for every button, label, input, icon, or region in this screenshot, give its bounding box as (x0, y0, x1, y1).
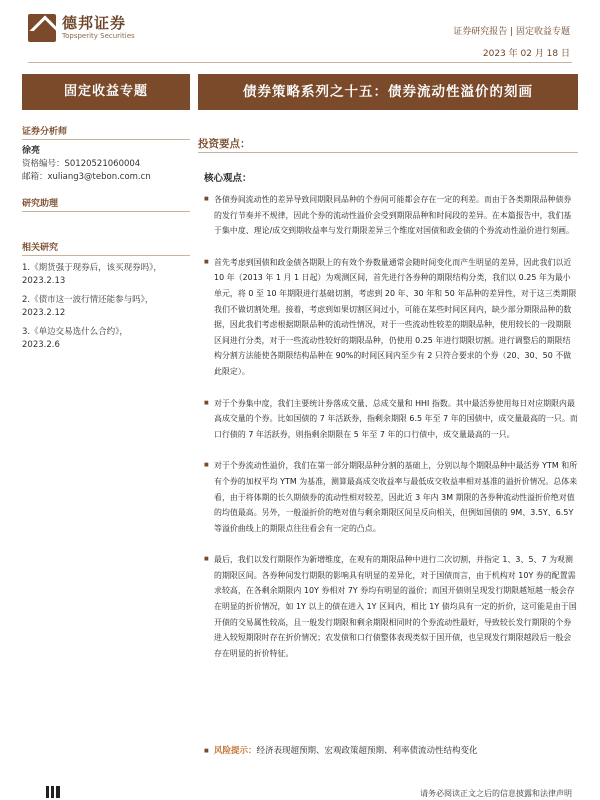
related-item-title: 3.《单边交易选什么合约》， (22, 327, 128, 337)
related-label: 相关研究 (22, 240, 190, 256)
analyst-name: 徐亮 (22, 146, 41, 156)
key-points (204, 192, 578, 677)
summary-label: 投资要点： (198, 138, 251, 150)
assistant-section (22, 196, 190, 212)
key-point: ■ 各债券间流动性的差异导致同期限同品种的个券间可能都会存在一定的利差。而由于各类期限品种债券的发行节奏并不规律，因此个券的流动性溢价会受到期限品种和时间段的差异。在本篇报告中，我们基于集中度、理论/成交到期收益率与发行期限差异三个维度对国债和政金债的个券流动性溢价进行刻画。 (204, 192, 578, 239)
related-item[interactable] (22, 262, 190, 288)
related-item-date: 2023.2.12 (22, 308, 66, 318)
logo-name-en: Topsperity Securities (62, 32, 135, 40)
sidebar-title: 固定收益专题 (22, 74, 190, 110)
report-date: 2023 年 02 月 18 日 (482, 49, 570, 59)
risk-warning (204, 744, 578, 758)
logo-mark-icon (28, 14, 56, 42)
analyst-section (22, 124, 190, 184)
report-type: 证券研究报告 | 固定收益专题 (453, 27, 570, 37)
risk-text: 经济表现超预期、宏观政策超预期、利率债流动性结构变化 (256, 746, 478, 756)
related-item[interactable] (22, 294, 190, 320)
related-section (22, 240, 190, 352)
key-point: ■ 最后，我们以发行期限作为新增维度，在观有的期限品种中进行二次切割，并指定 1、3、5、7 为观测的期限区间。各券种间发行期限的影响具有明显的差异化，对于国债而言，由于机构对 10Y 券的配置需求较高，在各剩余期限内 10Y 券相对 7Y 券均有明显的溢价；而国开债则呈现发行期限越短越一般会存在明显的折价情况，如 1Y 以上的债在进入 1Y 区间内，相比 1Y 债均具有一定的折价，这可能是由于国开债的交易属性较高，且一般发行期限和剩余期限相同时的个券流动性最好，导致较长发行期限的个券进入较短期限时存在折价情况；农发债和口行债整体表现类似于国开债，也呈现发行期限越段后一般会存在明显的折价特征。 (204, 552, 578, 661)
qr-code-icon (46, 786, 60, 798)
header-divider (28, 62, 572, 63)
related-item-date: 2023.2.13 (22, 276, 66, 286)
analyst-label: 证券分析师 (22, 124, 190, 140)
risk-label: 风险提示： (214, 746, 257, 756)
related-item[interactable] (22, 326, 190, 352)
key-point: ■ 首先考虑到国债和政金债各期限上的有效个券数量通常会随时间变化而产生明显的差异，因此我们以近 10 年（2013 年 1 月 1 日起）为观测区间，首先进行各券种的期限结构分类，我们以 0.25 年为最小单元，将 0 至 10 年期限进行基础切割，考虑到 20 年、30 年和 50 年品种的差异性，对于这三类期限我们不做切割处理。接着，考虑到如果切割区间过小，可能在某些时间区间内，缺少部分期限品种的数据，因此我们考虑根据期限品种的流动性情况，对于一些流动性较差的期限品种，使用较长的一段期限区间进行分类，对于一些流动性较好的期限品种，仍使用 0.25 年进行期限切割。进行调整后的期限结构分割方法能使各期限结构品种在 90%的时间区间内至少有 2 只符合要求的个券（20、30、50 不做此限定）。 (204, 255, 578, 380)
assistant-label: 研究助理 (22, 196, 190, 212)
report-header (0, 0, 600, 62)
related-item-title: 1.《期货强于现券后，该买现券吗》， (22, 263, 162, 273)
analyst-cert: 资格编号：S0120521060004 (22, 159, 141, 169)
related-item-date: 2023.2.6 (22, 340, 60, 350)
company-logo (28, 14, 135, 42)
analyst-email[interactable]: 邮箱：xuliang3@tebon.com.cn (22, 172, 151, 182)
core-label: 核心观点： (204, 173, 252, 184)
summary-divider (198, 152, 578, 153)
logo-name-cn: 德邦证券 (62, 14, 127, 32)
related-item-title: 2.《债市这一波行情还能参与吗》， (22, 295, 154, 305)
key-point: ■ 对于个券流动性溢价，我们在第一部分期限品种分割的基础上，分别以每个期限品种中最活券 YTM 和所有个券的加权平均 YTM 为基准，测算最高成交收益率与最低成交收益率相对基准的溢折价情况。总体来看，由于将体期的长久期债券的流动性相对较差，因此近 3 年内 3M 期限的各券种流动性溢折价绝对值的均值最高。另外，一般溢折价的绝对值与剩余期限区间呈反向相关，但例如国债的 9M、3.5Y、6.5Y 等溢价曲线上的期限点往往看会有一定的凸点。 (204, 458, 578, 536)
report-title: 债券策略系列之十五：债券流动性溢价的刻画 (198, 74, 578, 110)
key-point: ■ 对于个券集中度，我们主要统计券落成交量、总成交量和 HHI 指数。其中最活券使用每日对应期限内最高成交量的个券。比如国债的 7 年活跃券，指剩余期限 6.5 年至 7 年的国债中，成交量最高的一只。而口行债的 7 年活跃券，则指剩余期限在 5 年至 7 年的口行债中，成交量最高的一只。 (204, 396, 578, 443)
footer-disclaimer: 请务必阅读正文之后的信息披露和法律声明 (420, 789, 572, 798)
